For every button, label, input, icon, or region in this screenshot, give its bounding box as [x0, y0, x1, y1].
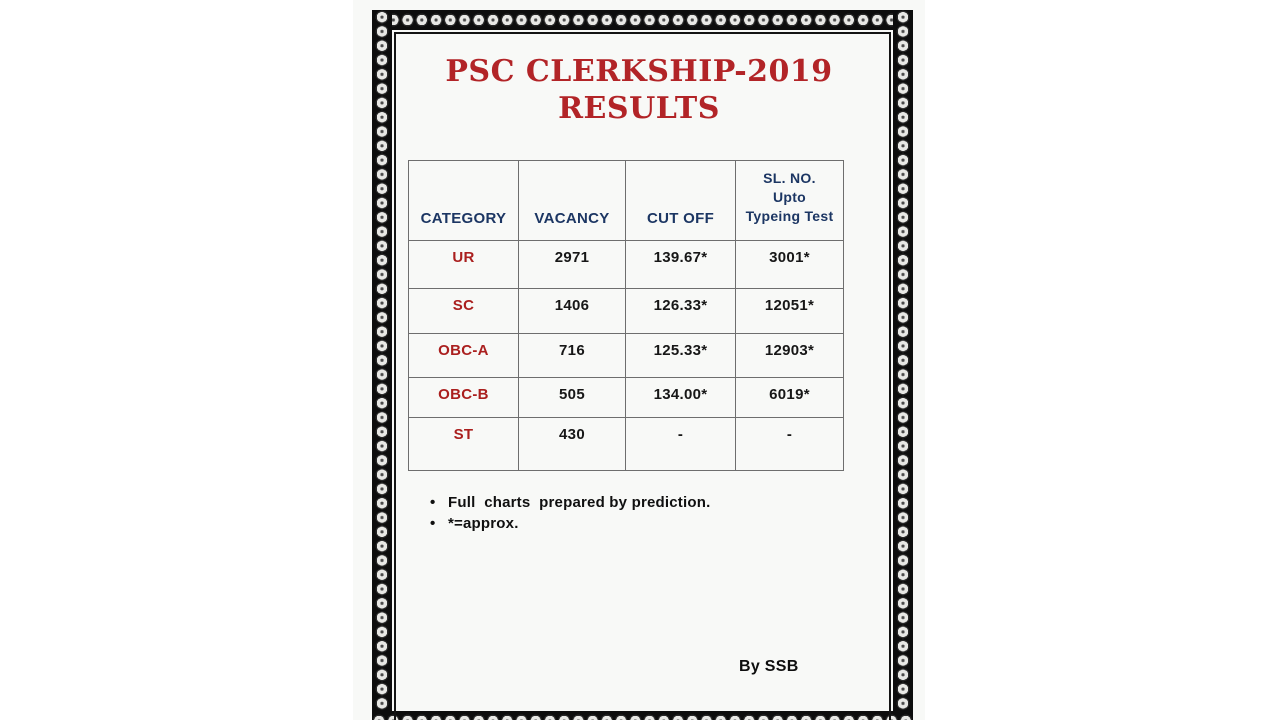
- cell-vacancy: 716: [519, 334, 626, 378]
- header-cutoff: CUT OFF: [626, 161, 736, 241]
- cell-vacancy: 505: [519, 378, 626, 418]
- results-table: [408, 160, 844, 471]
- cell-category: ST: [409, 418, 519, 471]
- page-title: [353, 53, 925, 127]
- table-row: [409, 334, 844, 378]
- page-title-line1: PSC CLERKSHIP-2019: [445, 54, 833, 89]
- header-slno-line2: Upto: [772, 189, 807, 205]
- cell-slno: 6019*: [736, 378, 844, 418]
- bullet-icon: •: [430, 494, 436, 511]
- table-row: [409, 418, 844, 471]
- header-category: CATEGORY: [409, 161, 519, 241]
- cell-slno: 12051*: [736, 289, 844, 334]
- byline: By SSB: [739, 658, 799, 675]
- table-row: [409, 289, 844, 334]
- table-header-row: [409, 161, 844, 241]
- cell-slno: -: [736, 418, 844, 471]
- cell-cutoff: 126.33*: [626, 289, 736, 334]
- cell-vacancy: 2971: [519, 241, 626, 289]
- cell-cutoff: 125.33*: [626, 334, 736, 378]
- cell-category: OBC-A: [409, 334, 519, 378]
- header-slno-line3: Typeing Test: [745, 208, 834, 224]
- header-slno: [736, 161, 844, 241]
- cell-cutoff: 139.67*: [626, 241, 736, 289]
- bead-border-top-icon: [372, 10, 913, 30]
- header-vacancy: VACANCY: [519, 161, 626, 241]
- cell-category: OBC-B: [409, 378, 519, 418]
- cell-vacancy: 430: [519, 418, 626, 471]
- header-slno-line1: SL. NO.: [763, 170, 816, 186]
- note-text: Full charts prepared by prediction.: [448, 494, 711, 511]
- cell-category: UR: [409, 241, 519, 289]
- cell-category: SC: [409, 289, 519, 334]
- table-row: [409, 378, 844, 418]
- note-item: [430, 492, 710, 513]
- note-item: [430, 513, 710, 534]
- page-title-line2: RESULTS: [558, 91, 720, 126]
- document-page: [353, 0, 925, 720]
- note-text: *=approx.: [448, 515, 519, 532]
- notes-list: [430, 492, 710, 534]
- cell-cutoff: 134.00*: [626, 378, 736, 418]
- cell-cutoff: -: [626, 418, 736, 471]
- bullet-icon: •: [430, 515, 436, 532]
- cell-slno: 3001*: [736, 241, 844, 289]
- cell-vacancy: 1406: [519, 289, 626, 334]
- table-row: [409, 241, 844, 289]
- cell-slno: 12903*: [736, 334, 844, 378]
